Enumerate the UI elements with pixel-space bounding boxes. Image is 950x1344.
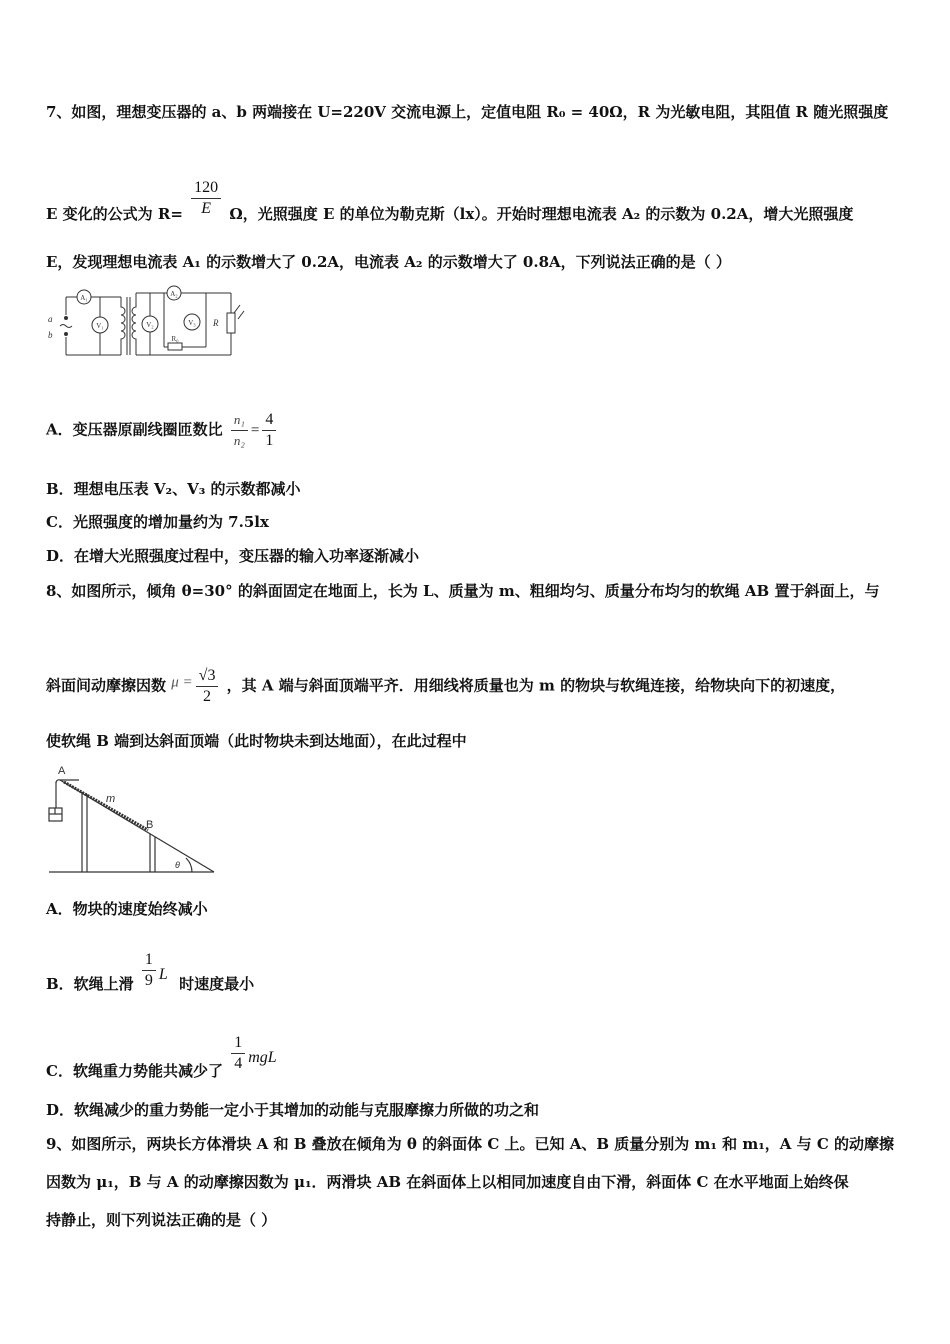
ratio-value-fraction: [262, 410, 276, 451]
label-m: m: [106, 793, 116, 805]
terminal-b-label: b: [48, 330, 53, 340]
q9-line-2: 因数为 μ₁，B 与 A 的动摩擦因数为 μ₁．两滑块 AB 在斜面体上以相同加速度自由下滑，斜面体 C 在水平地面上始终保: [46, 1173, 849, 1191]
q8-option-a: A．物块的速度始终减小: [46, 900, 208, 918]
label-b: B: [146, 819, 154, 831]
option-b-suffix: 时速度最小: [179, 975, 255, 993]
v2-label: V₂: [146, 321, 154, 329]
terminal-a-label: a: [48, 314, 53, 324]
option-b-prefix: B．软绳上滑: [46, 975, 134, 993]
fraction-numerator: 1: [144, 951, 153, 968]
q8-option-b: [46, 950, 254, 994]
label-a: A: [58, 765, 66, 777]
one-quarter-fraction: [231, 1033, 245, 1074]
q9-line-3: 持静止，则下列说法正确的是（ ）: [46, 1211, 277, 1229]
q7-line-2: [46, 178, 853, 224]
fraction-numerator: 1: [234, 1034, 243, 1051]
r-label: R: [213, 318, 219, 328]
q8-mu-suffix: ，其 A 端与斜面顶端平齐．用细线将质量也为 m 的物块与软绳连接，给物块向下的初速度，: [226, 676, 846, 695]
q7-option-c: C．光照强度的增加量约为 7.5lx: [46, 513, 269, 531]
q7-option-b: B．理想电压表 V₂、V₃ 的示数都减小: [46, 480, 301, 498]
mu-fraction: [196, 666, 219, 707]
mgl-term: mgL: [248, 1049, 277, 1066]
v3-label: V₃: [188, 319, 196, 327]
fraction-numerator: √3: [198, 667, 216, 684]
fraction-numerator: 4: [265, 411, 274, 428]
rope-ab-icon: [64, 782, 148, 830]
q7-formula-prefix: E 变化的公式为 R=: [46, 205, 183, 223]
fraction-denominator: 4: [231, 1053, 245, 1074]
option-c-prefix: C．软绳重力势能共减少了: [46, 1062, 223, 1080]
q9-line-1: 9、如图所示，两块长方体滑块 A 和 B 叠放在倾角为 θ 的斜面体 C 上。已知 A、B 质量分别为 m₁ 和 m₁，A 与 C 的动摩擦: [46, 1135, 895, 1153]
q8-mu-prefix: 斜面间动摩擦因数: [46, 676, 167, 695]
q8-line-2: [46, 666, 845, 707]
q8-line-3: 使软绳 B 端到达斜面顶端（此时物块未到达地面），在此过程中: [46, 732, 467, 750]
fraction-denominator: 9: [142, 970, 156, 991]
one-ninth-fraction: [142, 950, 156, 991]
fraction-denominator: n₂: [231, 430, 248, 451]
fraction-numerator: n₁: [233, 412, 245, 427]
mu-symbol: μ =: [171, 674, 193, 691]
resistor-r0-icon: [168, 343, 182, 350]
label-theta: θ: [175, 860, 180, 870]
q8-option-d: D．软绳减少的重力势能一定小于其增加的动能与克服摩擦力所做的功之和: [46, 1101, 540, 1119]
r0-label: R₀: [171, 335, 179, 343]
turns-ratio-fraction: [231, 410, 248, 451]
q7-formula-fraction: [191, 178, 221, 219]
q7-line-3: E，发现理想电流表 A₁ 的示数增大了 0.2A，电流表 A₂ 的示数增大了 0.8A，下列说法正确的是（ ）: [46, 253, 731, 271]
q8-option-c: [46, 1033, 277, 1081]
q8-line-1: 8、如图所示，倾角 θ=30° 的斜面固定在地面上，长为 L、质量为 m、粗细均匀、质量分布均匀的软绳 AB 置于斜面上，与: [46, 582, 880, 600]
q7-option-d: D．在增大光照强度过程中，变压器的输入功率逐渐减小: [46, 547, 420, 565]
q8-incline-diagram: [44, 762, 219, 877]
v1-label: V₁: [96, 322, 104, 330]
option-a-text: A．变压器原副线圈匝数比: [46, 420, 223, 439]
fraction-denominator: E: [191, 198, 221, 219]
fraction-numerator: 120: [194, 179, 219, 196]
q7-formula-suffix: Ω，光照强度 E 的单位为勒克斯（lx）。开始时理想电流表 A₂ 的示数为 0.2A，增大光照强度: [229, 205, 854, 223]
equals-sign: =: [250, 422, 260, 439]
length-l: L: [158, 966, 168, 983]
a2-label: A₂: [170, 290, 178, 298]
fraction-denominator: 1: [262, 430, 276, 451]
fraction-denominator: 2: [196, 686, 219, 707]
q7-line-1: 7、如图，理想变压器的 a、b 两端接在 U=220V 交流电源上，定值电阻 R₀ = 40Ω，R 为光敏电阻，其阻值 R 随光照强度: [46, 103, 889, 121]
photoresistor-r-icon: [227, 313, 235, 333]
a1-label: A₁: [80, 294, 88, 302]
q7-option-a: [46, 410, 279, 451]
q7-circuit-diagram: [46, 285, 246, 360]
